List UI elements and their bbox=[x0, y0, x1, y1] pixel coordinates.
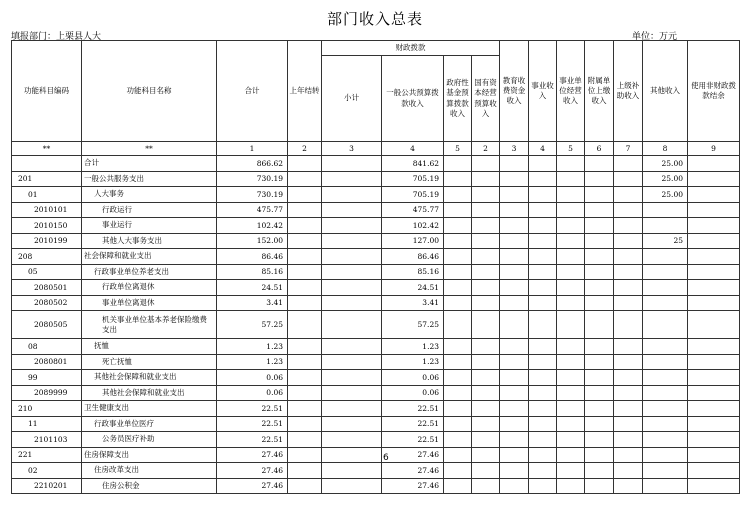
cell-name: 事业运行 bbox=[82, 218, 217, 234]
cell-other: 25.00 bbox=[643, 156, 688, 172]
cell-general-budget: 0.06 bbox=[382, 385, 444, 401]
header-name: 功能科目名称 bbox=[82, 41, 217, 142]
cell-name: 其他人大事务支出 bbox=[82, 233, 217, 249]
cell-total: 1.23 bbox=[217, 354, 288, 370]
table-row bbox=[12, 401, 740, 417]
cell-other: 25.00 bbox=[643, 171, 688, 187]
unit-of-measure: 单位：万元 bbox=[632, 32, 678, 42]
table-row bbox=[12, 447, 740, 463]
cell-name: 公务员医疗补助 bbox=[82, 432, 217, 448]
cell-other bbox=[643, 478, 688, 494]
reporting-unit: 填报部门：上栗县人大 bbox=[11, 32, 102, 42]
header-state-capital: 国有资本经营预算收入 bbox=[472, 56, 500, 142]
cell-code: 201 bbox=[12, 171, 82, 187]
cell-name: 卫生健康支出 bbox=[82, 401, 217, 417]
header-fiscal-group: 财政拨款 bbox=[322, 41, 500, 56]
header-non-fiscal: 使用非财政拨款结余 bbox=[688, 41, 740, 142]
table-row bbox=[12, 264, 740, 280]
cell-code: 2010150 bbox=[12, 218, 82, 234]
cell-name: 行政事业单位养老支出 bbox=[82, 264, 217, 280]
table-row bbox=[12, 339, 740, 355]
cell-other: 25.00 bbox=[643, 187, 688, 203]
cell-other bbox=[643, 339, 688, 355]
cell-general-budget: 85.16 bbox=[382, 264, 444, 280]
cell-general-budget: 841.62 bbox=[382, 156, 444, 172]
cell-general-budget: 127.00 bbox=[382, 233, 444, 249]
table-row bbox=[12, 416, 740, 432]
cell-code: 2010101 bbox=[12, 202, 82, 218]
table-row bbox=[12, 385, 740, 401]
cell-total: 24.51 bbox=[217, 280, 288, 296]
cell-total: 22.51 bbox=[217, 401, 288, 417]
cell-total: 22.51 bbox=[217, 432, 288, 448]
cell-code: 11 bbox=[12, 416, 82, 432]
cell-name: 住房保障支出 bbox=[82, 447, 217, 463]
cell-total: 27.46 bbox=[217, 463, 288, 479]
cell-name: 行政单位离退休 bbox=[82, 280, 217, 296]
table-row bbox=[12, 218, 740, 234]
cell-general-budget: 57.25 bbox=[382, 311, 444, 339]
cell-total: 85.16 bbox=[217, 264, 288, 280]
cell-other bbox=[643, 447, 688, 463]
cell-code: 02 bbox=[12, 463, 82, 479]
cell-other bbox=[643, 416, 688, 432]
cell-other bbox=[643, 385, 688, 401]
cell-code: 2089999 bbox=[12, 385, 82, 401]
cell-total: 57.25 bbox=[217, 311, 288, 339]
header-subtotal: 小计 bbox=[322, 56, 382, 142]
cell-total: 1.23 bbox=[217, 339, 288, 355]
cell-other: 25 bbox=[643, 233, 688, 249]
cell-general-budget: 475.77 bbox=[382, 202, 444, 218]
cell-name: 行政事业单位医疗 bbox=[82, 416, 217, 432]
cell-total: 0.06 bbox=[217, 370, 288, 386]
header-general-budget: 一般公共预算拨款收入 bbox=[382, 56, 444, 142]
cell-code: 08 bbox=[12, 339, 82, 355]
cell-other bbox=[643, 432, 688, 448]
cell-total: 3.41 bbox=[217, 295, 288, 311]
table-row bbox=[12, 432, 740, 448]
cell-total: 730.19 bbox=[217, 187, 288, 203]
table-row bbox=[12, 311, 740, 339]
cell-general-budget: 22.51 bbox=[382, 401, 444, 417]
header-biz-unit: 事业单位经营收入 bbox=[557, 41, 585, 142]
table-row bbox=[12, 280, 740, 296]
table-row bbox=[12, 233, 740, 249]
cell-general-budget: 705.19 bbox=[382, 171, 444, 187]
cell-name: 合计 bbox=[82, 156, 217, 172]
cell-code: 2010199 bbox=[12, 233, 82, 249]
cell-other bbox=[643, 280, 688, 296]
cell-general-budget: 27.46 bbox=[382, 463, 444, 479]
cell-total: 475.77 bbox=[217, 202, 288, 218]
table-row bbox=[12, 463, 740, 479]
cell-code: 2210201 bbox=[12, 478, 82, 494]
cell-other bbox=[643, 295, 688, 311]
cell-general-budget: 0.06 bbox=[382, 370, 444, 386]
cell-name: 机关事业单位基本养老保险缴费支出 bbox=[82, 311, 217, 339]
cell-other bbox=[643, 249, 688, 265]
header-superior: 上级补助收入 bbox=[614, 41, 643, 142]
cell-name: 社会保障和就业支出 bbox=[82, 249, 217, 265]
header-affiliated: 附属单位上缴收入 bbox=[585, 41, 614, 142]
header-code: 功能科目编码 bbox=[12, 41, 82, 142]
cell-code: 221 bbox=[12, 447, 82, 463]
table-row bbox=[12, 295, 740, 311]
cell-general-budget: 705.19 bbox=[382, 187, 444, 203]
cell-code: 2080501 bbox=[12, 280, 82, 296]
cell-name: 人大事务 bbox=[82, 187, 217, 203]
cell-code: 208 bbox=[12, 249, 82, 265]
cell-other bbox=[643, 463, 688, 479]
cell-general-budget: 3.41 bbox=[382, 295, 444, 311]
cell-code: 99 bbox=[12, 370, 82, 386]
table-row bbox=[12, 370, 740, 386]
cell-code: 210 bbox=[12, 401, 82, 417]
cell-code: 2080502 bbox=[12, 295, 82, 311]
income-summary-table bbox=[11, 40, 740, 494]
cell-name: 住房改革支出 bbox=[82, 463, 217, 479]
page-number: 6 bbox=[383, 453, 389, 463]
header-edu-fee: 教育收费资金收入 bbox=[500, 41, 529, 142]
cell-other bbox=[643, 311, 688, 339]
table-row bbox=[12, 478, 740, 494]
cell-total: 22.51 bbox=[217, 416, 288, 432]
cell-total: 27.46 bbox=[217, 478, 288, 494]
cell-total: 86.46 bbox=[217, 249, 288, 265]
cell-general-budget: 27.46 bbox=[382, 447, 444, 463]
cell-total: 866.62 bbox=[217, 156, 288, 172]
cell-general-budget: 1.23 bbox=[382, 339, 444, 355]
cell-name: 其他社会保障和就业支出 bbox=[82, 370, 217, 386]
cell-other bbox=[643, 264, 688, 280]
cell-code: 05 bbox=[12, 264, 82, 280]
cell-name: 抚恤 bbox=[82, 339, 217, 355]
cell-general-budget: 24.51 bbox=[382, 280, 444, 296]
cell-other bbox=[643, 202, 688, 218]
cell-general-budget: 86.46 bbox=[382, 249, 444, 265]
page-title: 部门收入总表 bbox=[326, 10, 423, 28]
cell-code: 2101103 bbox=[12, 432, 82, 448]
table-row bbox=[12, 187, 740, 203]
cell-general-budget: 1.23 bbox=[382, 354, 444, 370]
cell-other bbox=[643, 401, 688, 417]
cell-total: 0.06 bbox=[217, 385, 288, 401]
cell-name: 行政运行 bbox=[82, 202, 217, 218]
cell-total: 152.00 bbox=[217, 233, 288, 249]
cell-general-budget: 22.51 bbox=[382, 416, 444, 432]
table-row bbox=[12, 354, 740, 370]
cell-total: 730.19 bbox=[217, 171, 288, 187]
cell-code bbox=[12, 156, 82, 172]
table-row bbox=[12, 156, 740, 172]
cell-other bbox=[643, 354, 688, 370]
header-business: 事业收入 bbox=[529, 41, 557, 142]
cell-total: 27.46 bbox=[217, 447, 288, 463]
cell-general-budget: 22.51 bbox=[382, 432, 444, 448]
index-row: ** ** 1 2 3 4 5 2 3 4 5 6 7 8 9 bbox=[12, 142, 740, 156]
cell-other bbox=[643, 370, 688, 386]
cell-name: 其他社会保障和就业支出 bbox=[82, 385, 217, 401]
header-carry: 上年结转 bbox=[288, 41, 322, 142]
cell-name: 住房公积金 bbox=[82, 478, 217, 494]
header-gov-fund: 政府性基金预算拨款收入 bbox=[444, 56, 472, 142]
cell-code: 2080801 bbox=[12, 354, 82, 370]
table-row bbox=[12, 249, 740, 265]
cell-name: 死亡抚恤 bbox=[82, 354, 217, 370]
table-row bbox=[12, 202, 740, 218]
cell-name: 一般公共服务支出 bbox=[82, 171, 217, 187]
cell-code: 01 bbox=[12, 187, 82, 203]
cell-general-budget: 102.42 bbox=[382, 218, 444, 234]
cell-general-budget: 27.46 bbox=[382, 478, 444, 494]
cell-name: 事业单位离退休 bbox=[82, 295, 217, 311]
cell-total: 102.42 bbox=[217, 218, 288, 234]
header-other: 其他收入 bbox=[643, 41, 688, 142]
cell-other bbox=[643, 218, 688, 234]
cell-code: 2080505 bbox=[12, 311, 82, 339]
table-row bbox=[12, 171, 740, 187]
header-total: 合计 bbox=[217, 41, 288, 142]
